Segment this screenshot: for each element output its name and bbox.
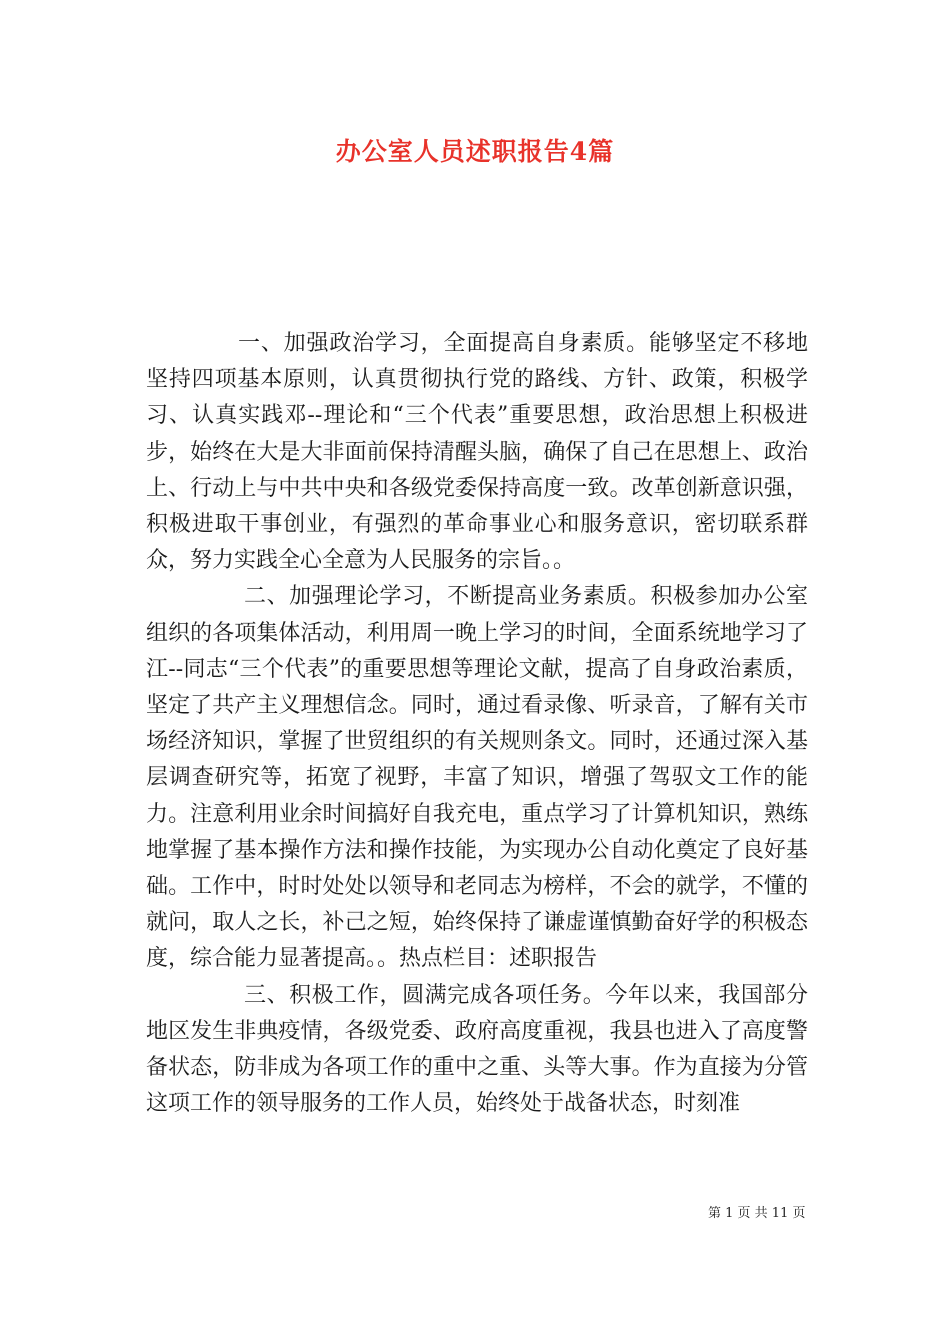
paragraph-1: 一、加强政治学习，全面提高自身素质。能够坚定不移地坚持四项基本原则，认真贯彻执行党的路线、方针、政策，积极学习、认真实践邓--理论和“三个代表”重要思想，政治思想上积极进步，始终在大是大非面前保持清醒头脑，确保了自己在思想上、政治上、行动上与中共中央和各级党委保持高度一致。改革创新意识强，积极进取干事创业，有强烈的革命事业心和服务意识，密切联系群众，努力实践全心全意为人民服务的宗旨。。 (146, 331, 808, 574)
paragraph-2: 二、加强理论学习，不断提高业务素质。积极参加办公室组织的各项集体活动，利用周一晚上学习的时间，全面系统地学习了江--同志“三个代表”的重要思想等理论文献，提高了自身政治素质，坚定了共产主义理想信念。同时，通过看录像、听录音，了解有关市场经济知识，掌握了世贸组织的有关规则条文。同时，还通过深入基层调查研究等，拓宽了视野，丰富了知识，增强了驾驭文工作的能力。注意利用业余时间搞好自我充电，重点学习了计算机知识，熟练地掌握了基本操作方法和操作技能，为实现办公自动化奠定了良好基础。工作中，时时处处以领导和老同志为榜样，不会的就学，不懂的就问，取人之长，补己之短，始终保持了谦虚谨慎勤奋好学的积极态度，综合能力显著提高。。热点栏目：述职报告 (146, 584, 808, 972)
page-number-footer: 第 1 页 共 11 页 (708, 1206, 806, 1221)
document-body (146, 326, 808, 1122)
document-title: 办公室人员述职报告4篇 (335, 137, 615, 166)
paragraph-3: 三、积极工作，圆满完成各项任务。今年以来，我国部分地区发生非典疫情，各级党委、政府高度重视，我县也进入了高度警备状态，防非成为各项工作的重中之重、头等大事。作为直接为分管这项工作的领导服务的工作人员，始终处于战备状态，时刻准 (146, 982, 808, 1117)
